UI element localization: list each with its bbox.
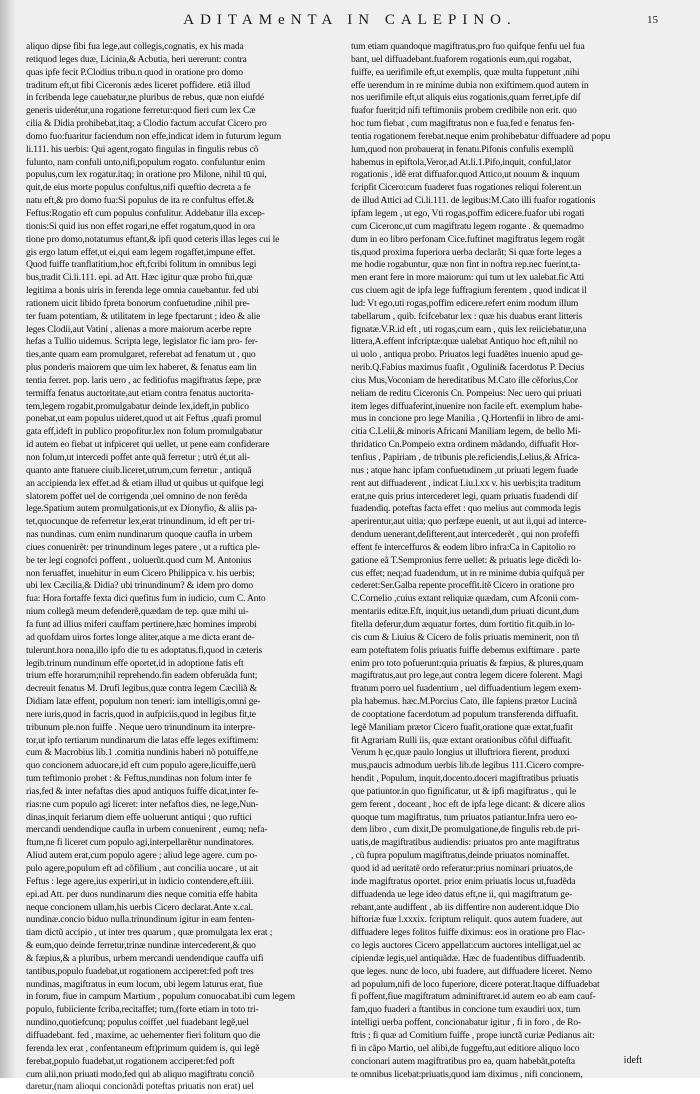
text-line: effent fe interceffuros & eodem libro infra:Ca in Capitolio ro bbox=[351, 541, 576, 553]
text-line: diffuadenda ue lege ideo datus eft,ne ii, qui magiftratum ge- bbox=[351, 888, 573, 900]
text-line: populus,cum lex rogatur.itaq; in oratione pro Milone, nihil tū qui, bbox=[26, 169, 267, 181]
text-line: ties,ante quam eam promulgaret, referebat ad fenatum ut , quo bbox=[26, 349, 256, 361]
text-line: legẽ Maniliam prætor Cicero fuafit,oratione quæ extat,fuafit bbox=[351, 721, 573, 733]
text-line: nerib.Q.Fabius maximus fuafit , Ogulini& facerdotus P. Decius bbox=[351, 362, 585, 374]
text-line: tum etiam quandoque magiftratus,pro fuo quifque fenfu uel fua bbox=[351, 41, 585, 52]
text-line: cis cum & Liuius & Cicero de folis priuatis meminerit, non tñ bbox=[351, 631, 579, 643]
text-line: in forum, fiue in campum Martium , populum conuocabat.ibi cum legem bbox=[26, 991, 295, 1003]
text-line: ad populum,nifi de loco fuperiore, dicere poterat.Itaque diffuadebat bbox=[351, 978, 600, 990]
text-line: co legis auctores Cicero appellat:cum auctores intelligat,uel ac bbox=[351, 940, 582, 952]
text-line: & fæpius,& a pluribus, urbem mercandi uendendique cauffa uifi bbox=[26, 952, 264, 964]
text-line: fi in cãpo Martio, uel alibi,de fuggeftu,aut editiore aliquo loco bbox=[351, 1042, 580, 1054]
text-line: quo concionem aduocare,id eft cum populo agere,licuiffe,uerũ bbox=[26, 760, 256, 772]
text-line: magiftratus,aut pro lege,aut contra legem dicere folerent. Magi bbox=[351, 670, 583, 682]
text-line: dem libro , cum dixit,De promulgatione,de fingulis reb.de pri- bbox=[351, 824, 580, 836]
text-line: slatorem poffet uel de corrigenda ,uel omnino de non ferẽda bbox=[26, 490, 248, 502]
left-text-column bbox=[26, 41, 328, 1094]
text-line: li.111. his uerbis: Qui agent,rogato fingulas in fingulis rebus cõ bbox=[26, 143, 259, 155]
text-line: dinas,inquit feriarum diem effe uoluerunt antiqui ; quo ruftici bbox=[26, 811, 252, 823]
text-line: fcripfit Cicero:cum fuaderet fuas rogationes reliqui folerent.un bbox=[351, 182, 582, 194]
text-line: fuadendiq. poteftas facta effet : quo melius aut commoda legis bbox=[351, 503, 581, 515]
text-line: tentia rogationem ferebat.neque enim prohibebatur diffuadere ad popu bbox=[351, 130, 611, 142]
text-line: tenfius , Papiriam , de tribunis ple.reficiendis,Lelius,& Africa- bbox=[351, 452, 580, 463]
text-line: hiftoriæ fuæ l.xxxix. fcriptum reliquit. quos autem fuadere, aut bbox=[351, 914, 583, 926]
text-line: fa funt ad illius miferi cauffam pertinere,hæc homines improbi bbox=[26, 618, 257, 630]
text-line: eam poteftatem folis priuatis fuiffe debemus exiftimare . parte bbox=[351, 644, 580, 656]
text-line: lud: Vt ego,uti rogas,poffim edicere.refert enim modum illum bbox=[351, 297, 579, 309]
text-line: rationem uicit libido fpreta bonorum confuetudine ,nihil pre- bbox=[26, 297, 250, 309]
text-line: Didiam latæ effent, populum non teneri: iam intelligis,omni ge- bbox=[26, 696, 261, 708]
text-line: fuiffe, ea uerifimile eft,ut exemplis, quæ multa fuppetunt ,nihi bbox=[351, 66, 580, 78]
text-line: rogationis , idẽ erat diffuafor.quod Attico,ut nouum & inquum bbox=[351, 169, 580, 181]
text-line: citia C.Lelii,& minoris Africani Maniliam legem, de bello Mi- bbox=[351, 426, 581, 438]
text-line: rias:ne cum populo agi liceret: inter nefaftos dies, ne lege,Nun- bbox=[26, 798, 259, 810]
text-line: plus ponderis maiorem que uim lex haberet, & fenatus eam lin bbox=[26, 362, 257, 374]
text-line: enim pro toto pofuerunt:quia priuatis & fæpius, & plures,quam bbox=[351, 657, 584, 669]
running-header: ADITAMeNTA IN CALEPINO. bbox=[183, 12, 517, 28]
text-line: id autem eo fiebat ut infpiceret qui uellet, ut pene eam confiderare bbox=[26, 439, 270, 451]
text-line: decreuit fenatus M. Drufi legibus,quæ contra legem Cæciliã & bbox=[26, 683, 257, 695]
text-line: ferenda lex erat , confentaneum eft)primum quidem is, qui legẽ bbox=[26, 1042, 260, 1054]
catchword: ideft bbox=[623, 1055, 642, 1066]
text-line: nere iuris,quod in facris,quod in aufpiciis,quod in legibus fit,te bbox=[26, 708, 256, 720]
text-line: C.Cornelio ,cuius extant reliquiæ quædam, cum Afconii com- bbox=[351, 593, 579, 605]
text-line: rent aut diffuaderent , indicat Liu.l.xx v. his uerbis;ita traditum bbox=[351, 477, 581, 489]
text-line: habemus in epiftola,Veror,ad At.li.1.Pifo,inquit, conful,lator bbox=[351, 156, 571, 168]
text-line: cederet:Ser.Galba repente proceffit.itẽ Cicero in oratione pro bbox=[351, 580, 575, 592]
text-line: ciues conuenirẽt: per trinundinum leges patere , ut a ruftica ple- bbox=[26, 541, 260, 553]
text-line: , cũ fupra populum magiftratus,deinde priuatos nominaffet. bbox=[351, 850, 570, 862]
text-line: tet,quocunque de referretur lex,erat trinundinum, id eft per tri- bbox=[26, 516, 255, 528]
text-line: dendum uenerant,deſifterent,aut intercederẽt , qui non profeffi bbox=[351, 529, 580, 541]
text-line: cus ciuem agit de ipfa lege fuffragium ferentem , quod indicat il bbox=[351, 285, 587, 297]
text-line: erat,ne quis prius intercederet legi, quam priuatis fuadendi diſ bbox=[351, 490, 578, 502]
text-line: aperirentur,aut uitia; quo perfæpe euenit, ut aut ii,qui ad interce- bbox=[351, 516, 587, 528]
text-line: bus,tradit Ci.li.111. epi. ad Att. Hæc igitur quæ probo fui,quæ bbox=[26, 272, 253, 284]
text-line: tem,legem rogabit,promulgabatur deinde lex,ideft,in publico bbox=[26, 400, 249, 412]
text-line: gatione eã T.Sempronius ferre uellet: & priuatis lege dicẽdi lo- bbox=[351, 554, 582, 566]
text-line: cum alii,non priuati modo,fed qui ab aliquo magiftratu conciõ bbox=[26, 1068, 254, 1080]
text-line: gis ergo latum effet,ut ei,qui eam legem rogaffet,impune effet. bbox=[26, 246, 256, 258]
text-line: generis uiderétur,una rogatione ferretur:quod fieri cum lex Cæ bbox=[26, 105, 256, 117]
text-line: littera,A.effent infcriptæ:quæ ualebat Antiquo hoc eft,nihil no bbox=[351, 336, 578, 348]
text-line: tor,ut ipfo tertiarum nundinarum die latas effe leges exiftimem: bbox=[26, 734, 259, 746]
text-line: tentia ferret. pop. laris uero , ac feditiofus magiftratus ſæpe, præ bbox=[26, 374, 261, 386]
text-line: tionis:Si quid ius non effet rogari,ne effet rogatum,quod in ora bbox=[26, 220, 256, 232]
text-line: ftris ; fi quæ ad Comitium fuiffe , prope iunctã curiæ Pedianus ait: bbox=[351, 1029, 595, 1041]
text-line: fitella deferur,dum æquatur fortes, dum fortitio fit.quib.in lo- bbox=[351, 618, 575, 630]
text-line: mus,paucis admodum uerbis lib.de legibus 111.Cicero compre- bbox=[351, 760, 585, 772]
text-line: be ter legi cognofci poffent , uoluerũt.quod cum M. Antonius bbox=[26, 554, 252, 566]
text-line: diffuadere leges folitos fuiffe diximus: eos in oratione pro Flac- bbox=[351, 927, 586, 939]
text-line: tis,quod proxima fuperiora uerba declarãt; Si quæ forte leges a bbox=[351, 246, 582, 258]
text-line: ftum,ne fi liceret cum populo agi,interpellarẽtur nundinatores. bbox=[26, 837, 254, 849]
text-line: mus in concione pro lege Manilia , Q.Hortenfii in libro de ami- bbox=[351, 413, 584, 425]
text-line: ui uolo , antiqua probo. Priuatos legi fuadẽtes inuenio apud ge- bbox=[351, 349, 583, 361]
text-line: me hodie rogabuntur, quæ non fint in noftra rep.nec fuerint,ta- bbox=[351, 259, 581, 271]
text-line: nos uerifimile eft,ut aliquis eius rogationis,quam ferret,ipfe diſ bbox=[351, 92, 581, 104]
text-line: Verum h ęc,quæ paulo longius ut illuftriora fierent, produxi bbox=[351, 747, 570, 759]
text-line: que patiuntor.in quo fignificatur, ut & ipfi magiftratus , qui le bbox=[351, 785, 577, 797]
text-line: gem ferent , doceant , hoc eft de ipfa lege dicant: & dicere alios bbox=[351, 798, 585, 810]
text-line: tulerunt.hora nona,illo ipfo die tu es adoptatus.fi,quod in cæteris bbox=[26, 644, 263, 656]
text-line: tribunum ple.non fuiffe . Neque uero trinundinum ita interpre- bbox=[26, 721, 256, 733]
text-line: de illud Attici ad Ci.li.111. de legibus:M.Cato illi fuafor rogationis bbox=[351, 195, 596, 207]
text-line: cipiendæ legis,uel antiquãdæ. Hæc de fuadentibus diffuadentib. bbox=[351, 952, 586, 964]
text-line: hefas a Tullio uidemus. Scripta lege, legislator fic iam pro- fer- bbox=[26, 336, 258, 348]
text-line: fi poffent,fiue magiftratum adminiftraret.id autem eo ab eam cauf- bbox=[351, 991, 596, 1003]
text-line: legitima a bonis uiris in ferenda lege omnia cauebantur. fed ubi bbox=[26, 285, 259, 297]
text-line: effe uerendum in re minime dubia non exiftimem.quod autem in bbox=[351, 79, 589, 91]
text-line: hoc tum fiebat , cum magiftratus non e fua,fed e fenatus fen- bbox=[351, 118, 575, 130]
text-line: rebant,ante audiffent , ab iis diffentire non auderent.idque Dio bbox=[351, 901, 579, 913]
text-line: tiam dictũ accipio , ut inter tres quarum , quæ promulgata lex erat ; bbox=[26, 927, 273, 939]
text-line: lum,quod non probaueraț in fenatu.Pifonis confulis exemplũ bbox=[351, 143, 574, 155]
text-line: men erant fere in more maiorum: qui tum ut lex ualebat.fic Atti bbox=[351, 272, 584, 284]
text-line: neliam de reditu Ciceronis Cn. Pompeius: Nec uero qui priuati bbox=[351, 387, 582, 399]
text-line: rias,fed & inter nefaftas dies apud antiquos fuiffe dicat,inter fe- bbox=[26, 785, 259, 797]
text-line: neque concionem ullam,his uerbis Cicero declarat.Ante x.cal. bbox=[26, 901, 254, 913]
text-line: que leges. nunc de loco, ubi fuadere, aut diffuadere liceret. Nemo bbox=[351, 965, 592, 977]
text-line: de cooptatione facerdotum ad populum transferenda diffuafit. bbox=[351, 708, 579, 720]
text-line: fua: Hora fortaffe fexta dici quefitus fum in iudicio, cum C. Anto bbox=[26, 593, 266, 605]
text-line: concionari autem magiftratibus pro ea, quam habebãt,poteſta bbox=[351, 1055, 575, 1067]
right-text-column bbox=[351, 41, 661, 1081]
text-line: ferebat,populo fuadebat,ut rogationem acciperet:fed poft bbox=[26, 1055, 235, 1067]
text-line: fuafor fuerit;id nifi teftimoniis probem credibile non erit. quo bbox=[351, 105, 577, 117]
text-line: daretur,(nam alioqui concionãdi poteftas priuatis non erat) uel bbox=[26, 1081, 254, 1093]
text-line: non folum,ut intercedi poffet ante quã ferretur ; utrũ ét,ut ali- bbox=[26, 452, 250, 463]
text-line: nundinas, magiftratus in eum locum, ubi legem laturus erat, fiue bbox=[26, 978, 263, 990]
text-line: pla habemus. hæc.M.Porcius Cato, ille fapiens prætor Lucinã bbox=[351, 696, 577, 708]
text-line: cilia & Didia prohibebat,itaq; a Clodio factum accufat Cicero pro bbox=[26, 118, 267, 130]
text-line: uatis,de magiftratibus audiendis: priuatos pro ante magiftratus bbox=[351, 837, 580, 849]
text-line: cius Mus,Voconiam de hereditatibus M.Cato ille cẽforius,Cor bbox=[351, 374, 578, 386]
text-line: quit,de eius morte populus confultus,nifi quæftio decreta a fe bbox=[26, 182, 251, 194]
text-line: ftratum porro uel fuadentium , uel diffuadentium legem exem- bbox=[351, 683, 582, 695]
text-line: Quod fuiffe tranflatitium,hoc eft,fcribi folitum in omnibus legi bbox=[26, 259, 257, 271]
text-line: mentariis editæ.Eft, inquit,ius uetandi,dum priuati dicunt,dum bbox=[351, 606, 579, 618]
text-line: aliquo dipse fibi fua lege,aut collegis,cognatis, ex his mada bbox=[26, 41, 244, 52]
text-line: lege.Spatium autem promulgationis,ut ex Dionyfio, & aliis pa- bbox=[26, 503, 258, 515]
text-line: quas ipfe fecit P.Clodius tribu.n quod in oratione pro domo bbox=[26, 66, 243, 78]
text-line: retiquod leges duæ, Licinia,& Acbutia, heri uererunt: contra bbox=[26, 53, 247, 65]
text-line: mercandi uendendique caufla in urbem conuenirent , eumq; nefa- bbox=[26, 824, 268, 836]
text-line: epi.ad Att. per duos nundinarum dies neque comitia effe habita bbox=[26, 888, 258, 900]
text-line: te omnibus licebat:priuatis,quod iam diximus , nifi concionem, bbox=[351, 1068, 583, 1080]
text-line: nus ; atque hanc ipfam confuetudinem ,ut priuati legem fuade bbox=[351, 464, 579, 476]
text-line: ad quofdam uiros fortes longe aliter,atque a me dicta erant de- bbox=[26, 631, 255, 643]
text-line: an accipienda lex effet.ad & etiam illud ut quibus ut quifque legi bbox=[26, 477, 264, 489]
text-line: Feftus : lege agere,ius experiri,ut in iudicio contendere,eft.iiii. bbox=[26, 875, 254, 887]
text-line: trium effe horarum;nihil reprehendo.fin eadem obferuãda funt; bbox=[26, 670, 258, 682]
text-line: termiffa fenatus auctoritate,aut etiam contra fenatus auctorita- bbox=[26, 387, 254, 399]
text-line: diffuadebant. fed , maxime, ac uehementer fieri folitum quo die bbox=[26, 1029, 261, 1041]
text-line: legib.trinum nundinum effe oportet,id in adoptione fatis eft bbox=[26, 657, 244, 669]
text-line: leges Clodii,aut Vatini , alienas a more maiorum acerbe repre bbox=[26, 323, 252, 335]
text-line: tione pro domo,notatumus eftant,& ipfi quod ceteris illas leges cui le bbox=[26, 233, 280, 245]
text-line: fignatæ.V.R.id eft , uti rogas,cum eam , quis lex reiiciebatur,una bbox=[351, 323, 587, 335]
text-line: nas nundinas. cum enim nundinarum quoque caufla in urbem bbox=[26, 529, 253, 541]
text-line: cus effet; neq;ad fuadendum, ut in re minime dubia quifquã per bbox=[351, 567, 585, 579]
text-line: & eum,quo deinde ferretur,trinæ nundinæ intercederent,& quo bbox=[26, 940, 256, 952]
text-line: fit Agrariam Rulli iis, quæ extant orationibus cõful diffuafit. bbox=[351, 734, 573, 746]
text-line: natu eft,& pro domo fua:Si populus de ita re confultus effet.& bbox=[26, 195, 255, 207]
text-line: tum teftimonio probet : & Feftus,nundinas non folum inter fe bbox=[26, 773, 252, 785]
text-line: Feftus:Rogatio eft cum populus confulitur. Addebatur illa excep- bbox=[26, 207, 265, 219]
text-line: dum in eo libro perfonam Cice.fuftinet magiftratus legem rogãt bbox=[351, 233, 585, 245]
page-number: 15 bbox=[647, 14, 658, 26]
text-line: ponebat,ut eam populus uideret,quod ut ait Feftus ,quafi promul bbox=[26, 413, 262, 425]
binding-shadow bbox=[0, 0, 16, 1078]
text-line: cum & Macrobius lib.1 .comitia nundinis haberi nõ potuiffe,ne bbox=[26, 747, 258, 759]
text-line: cum Ciceronc,ut cum magiftratu legem rogante . & quemadmo bbox=[351, 220, 584, 232]
text-line: non feruaffet, inuehitur in eum Cicero Philippica v. his uerbis; bbox=[26, 567, 255, 579]
text-line: populo, fubiiciente fcriba,recitaffet; tum,(forte etiam in toto tri- bbox=[26, 1004, 259, 1016]
text-line: quod id ad ueritatẽ ordo referatur:prius nominari priuatos,de bbox=[351, 863, 573, 874]
text-line: hendit , Populum, inquit,docento.doceri magiftratibus priuatis bbox=[351, 773, 579, 785]
text-line: bant, uel diffuadebant.fuaforem rogationis eum,qui rogabat, bbox=[351, 53, 572, 65]
text-line: fulunto, nam confuli unto,nifi,populum rogato. confuluntur enim bbox=[26, 156, 265, 168]
text-line: tantibus,populo fuadebat,ut rogationem acciperet:fed poft tres bbox=[26, 965, 254, 977]
text-line: domo fuo:fuaritur faciendum non effe,indicat idem in futurum legum bbox=[26, 130, 282, 142]
text-line: item leges diffuaferint,inuenire non facile eft. exemplum habe- bbox=[351, 400, 583, 412]
text-line: in fcribenda lege cauebatur,ne pluribus de rebus, quæ non eiufdé bbox=[26, 92, 265, 104]
text-line: thridatico Cn.Pompeio extra ordinem mãdando, diffuafit Hor- bbox=[351, 439, 579, 451]
text-line: ubi lex Cæcilia,& Didia? ubi trinundinum? & idem pro domo bbox=[26, 580, 253, 592]
text-line: intelligi uerba poffent, concionabatur igitur , fi in foro , de Ro- bbox=[351, 1017, 582, 1029]
text-line: pulo agere,populum eft ad cõfilium , aut concilia uocare , ut ait bbox=[26, 863, 259, 874]
text-line: ipfam legem , ut ego, Vti rogas,poffim edicere.fuafor ubi rogati bbox=[351, 207, 585, 219]
text-line: nundinæ.concio biduo nulla.trinundinum igitur in eam fenten- bbox=[26, 914, 255, 926]
text-line: nium collegã meum defenderẽ,quædam de tep. quæ mihi ui- bbox=[26, 606, 249, 618]
text-line: tabellarum , quib. fcifcebatur lex : quæ his duabus erant litteris bbox=[351, 310, 582, 322]
text-line: inde magiftratus oportet. prior enim priuatis locus ut,fuadẽda bbox=[351, 875, 576, 887]
text-line: nundino,quotiefcunq; populus coiffet ,uel fuadebant legẽ,uel bbox=[26, 1017, 249, 1029]
text-line: gata eff,ideft in publico propofitur.lex non folum promulgabatur bbox=[26, 426, 263, 438]
text-line: traditum eft,ut fibi Ciceronis ædes liceret poffidere. etiâ illud bbox=[26, 79, 250, 91]
text-line: Aliud autem erat,cum populo agere ; aliud lege agere. cum po- bbox=[26, 850, 258, 862]
text-line: ter fuam potentiam, & utilitatem in lege fpectarunt ; ideo & alie bbox=[26, 310, 261, 322]
text-line: quanto ante ftatuere ciuib.liceret,utrum,cum ferretur , antiquã bbox=[26, 464, 252, 476]
text-line: fam,quo fuaderi a ftantibus in concione tum exaudiri uox, tum bbox=[351, 1004, 581, 1016]
text-line: quoque tum magiftratus, tum priuatos patiantur.Infra uero eo- bbox=[351, 811, 578, 823]
